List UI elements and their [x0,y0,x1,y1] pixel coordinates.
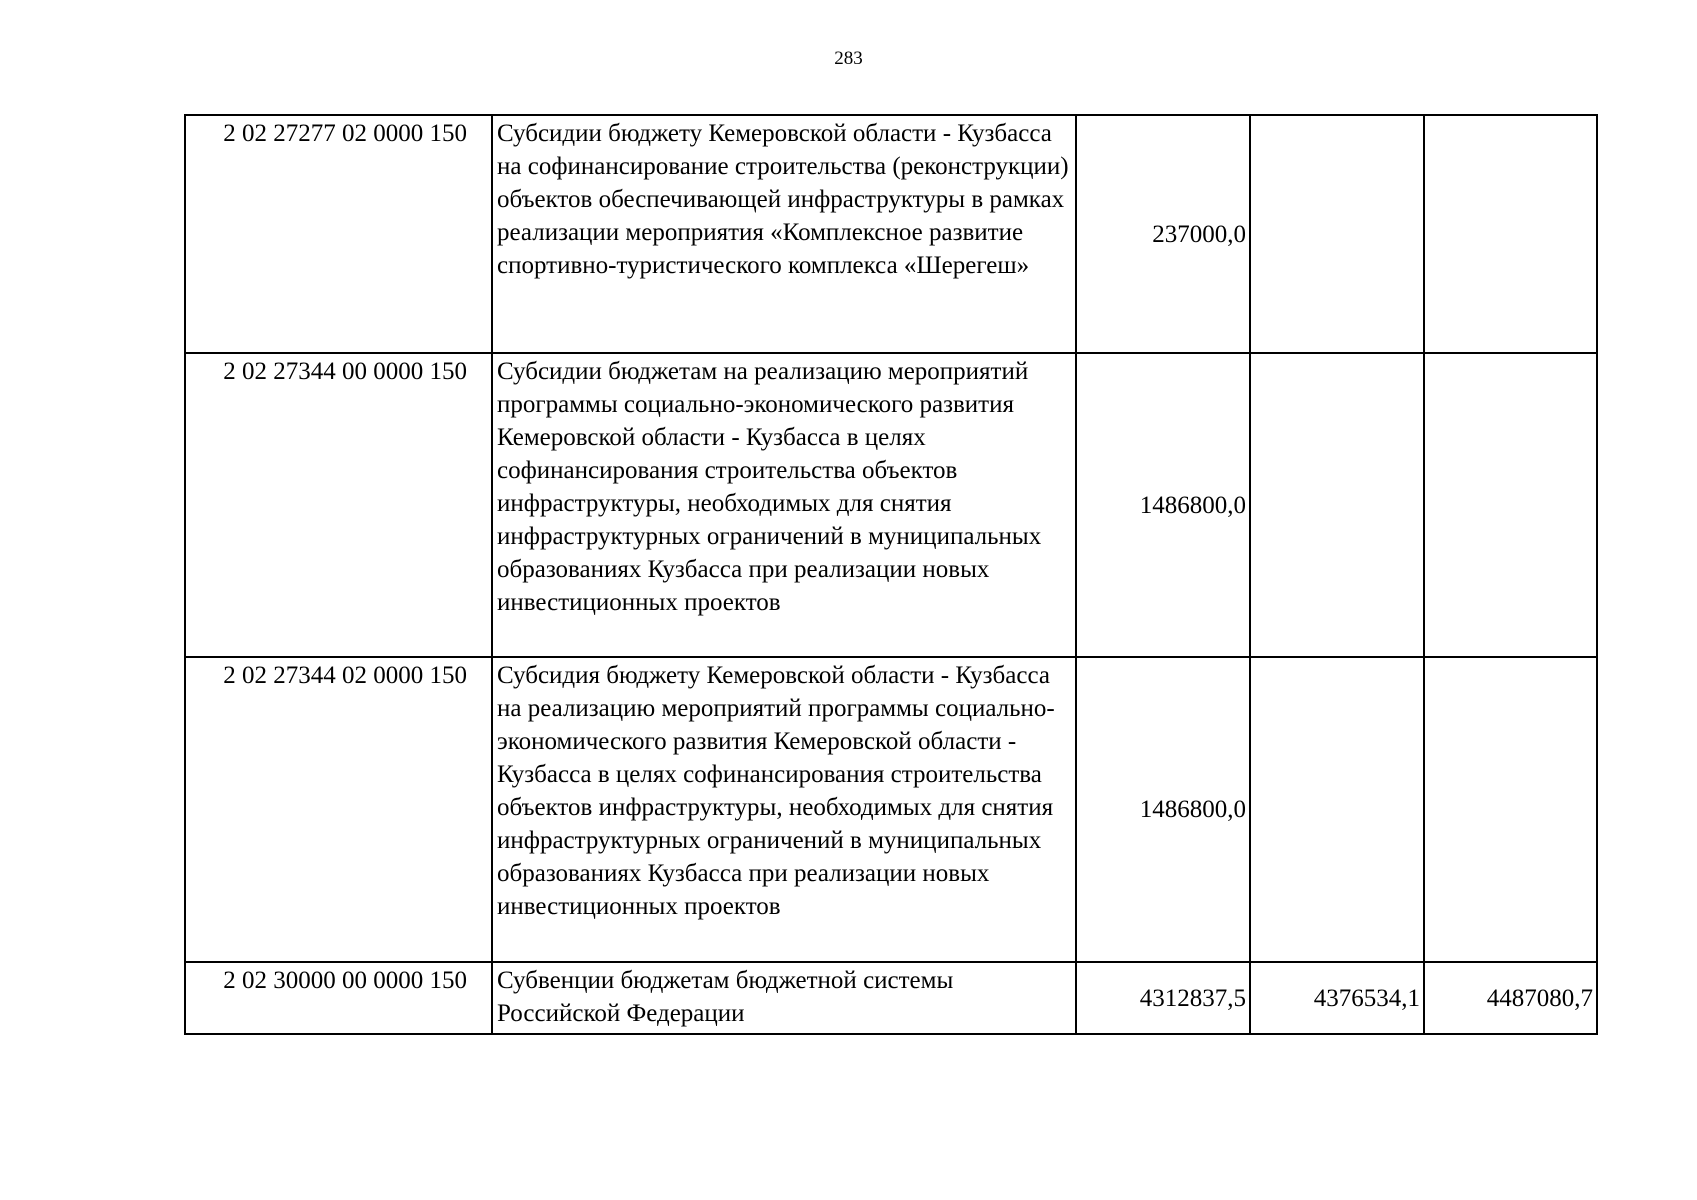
table-row [185,657,1597,962]
year3-amount-cell: 4487080,7 [1424,962,1597,1034]
budget-name-cell: Субсидии бюджетам на реализацию мероприятий программы социально-экономического развития Кемеровской области - Кузбасса в целях софинансирования строительства объектов инфраструктуры, необходимых для снятия инфраструктурных ограничений в муниципальных образованиях Кузбасса при реализации новых инвестиционных проектов [492,353,1076,657]
year1-amount-cell: 1486800,0 [1076,657,1250,962]
year3-amount-cell [1424,115,1597,353]
year2-amount-cell: 4376534,1 [1250,962,1424,1034]
budget-code-cell: 2 02 27344 02 0000 150 [185,657,492,962]
table-row [185,115,1597,353]
year1-amount-cell: 1486800,0 [1076,353,1250,657]
page-number: 283 [834,48,863,69]
year2-amount-cell [1250,353,1424,657]
table-row [185,962,1597,1034]
year2-amount-cell [1250,657,1424,962]
budget-code-cell: 2 02 27344 00 0000 150 [185,353,492,657]
year2-amount-cell [1250,115,1424,353]
budget-name-cell: Субсидия бюджету Кемеровской области - Кузбасса на реализацию мероприятий программы социально-экономического развития Кемеровской области - Кузбасса в целях софинансирования строительства объектов инфраструктуры, необходимых для снятия инфраструктурных ограничений в муниципальных образованиях Кузбасса при реализации новых инвестиционных проектов [492,657,1076,962]
table-row [185,353,1597,657]
budget-code-cell: 2 02 27277 02 0000 150 [185,115,492,353]
budget-name-cell: Субвенции бюджетам бюджетной системы Российской Федерации [492,962,1076,1034]
budget-code-cell: 2 02 30000 00 0000 150 [185,962,492,1034]
year3-amount-cell [1424,657,1597,962]
year3-amount-cell [1424,353,1597,657]
year1-amount-cell: 4312837,5 [1076,962,1250,1034]
budget-table [184,114,1598,1035]
year1-amount-cell: 237000,0 [1076,115,1250,353]
budget-name-cell: Субсидии бюджету Кемеровской области - Кузбасса на софинансирование строительства (реконструкции) объектов обеспечивающей инфраструктуры в рамках реализации мероприятия «Комплексное развитие спортивно-туристического комплекса «Шерегеш» [492,115,1076,353]
